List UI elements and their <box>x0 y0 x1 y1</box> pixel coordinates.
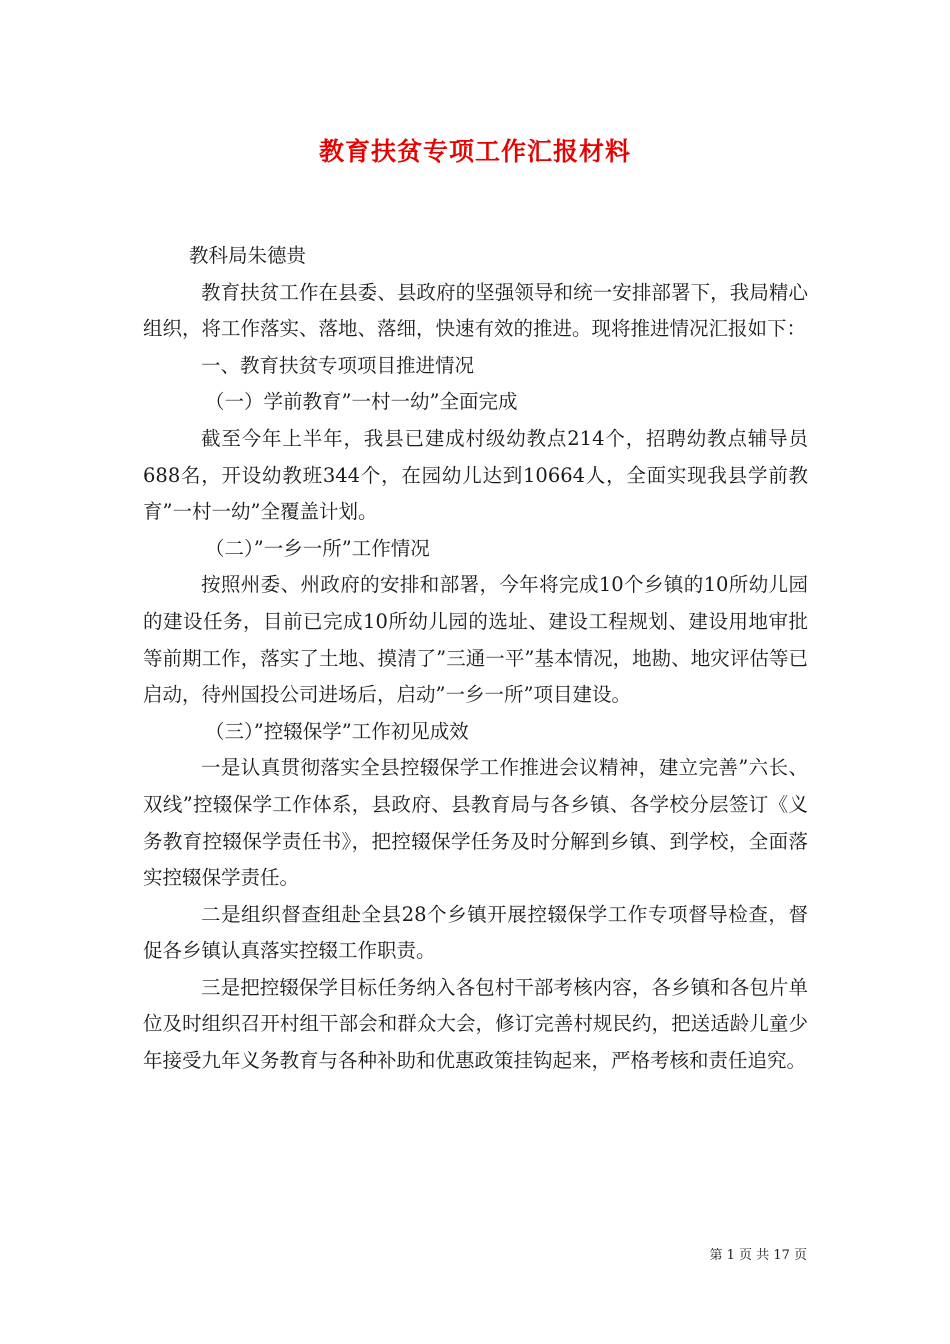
paragraph-dropout-2: 二是组织督查组赴全县28个乡镇开展控辍保学工作专项督导检查，督促各乡镇认真落实控辍工作职责。 <box>143 902 808 963</box>
intro-paragraph: 教育扶贫工作在县委、县政府的坚强领导和统一安排部署下，我局精心组织，将工作落实、落地、落细，快速有效的推进。现将推进情况汇报如下： <box>143 280 808 341</box>
subsection-heading-1: （一）学前教育”一村一幼”全面完成 <box>205 390 518 414</box>
subsection-heading-2: （二）”一乡一所”工作情况 <box>205 536 430 560</box>
paragraph-preschool: 截至今年上半年，我县已建成村级幼教点214个，招聘幼教点辅导员688名，开设幼教班344个，在园幼儿达到10664人，全面实现我县学前教育”一村一幼”全覆盖计划。 <box>143 426 808 524</box>
author-line: 教科局朱德贵 <box>189 244 307 267</box>
paragraph-dropout-3: 三是把控辍保学目标任务纳入各包村干部考核内容，各乡镇和各包片单位及时组织召开村组干部会和群众大会，修订完善村规民约，把送适龄儿童少年接受九年义务教育与各种补助和优惠政策挂钩起来，严格考核和责任追究。 <box>143 975 808 1073</box>
paragraph-kindergarten: 按照州委、州政府的安排和部署，今年将完成10个乡镇的10所幼儿园的建设任务，目前已完成10所幼儿园的选址、建设工程规划、建设用地审批等前期工作，落实了土地、摸清了”三通一平”基本情况，地勘、地灾评估等已启动，待州国投公司进场后，启动”一乡一所”项目建设。 <box>143 573 808 707</box>
section-heading-1: 一、教育扶贫专项项目推进情况 <box>201 353 475 377</box>
subsection-heading-3: （三）”控辍保学”工作初见成效 <box>205 719 469 743</box>
paragraph-dropout-1: 一是认真贯彻落实全县控辍保学工作推进会议精神，建立完善”六长、双线”控辍保学工作体系，县政府、县教育局与各乡镇、各学校分层签订《义务教育控辍保学责任书》，把控辍保学任务及时分解到乡镇、到学校，全面落实控辍保学责任。 <box>143 756 808 890</box>
document-title: 教育扶贫专项工作汇报材料 <box>318 137 631 166</box>
document-body <box>143 238 808 1080</box>
page-number: 第 1 页 共 17 页 <box>709 1248 807 1263</box>
